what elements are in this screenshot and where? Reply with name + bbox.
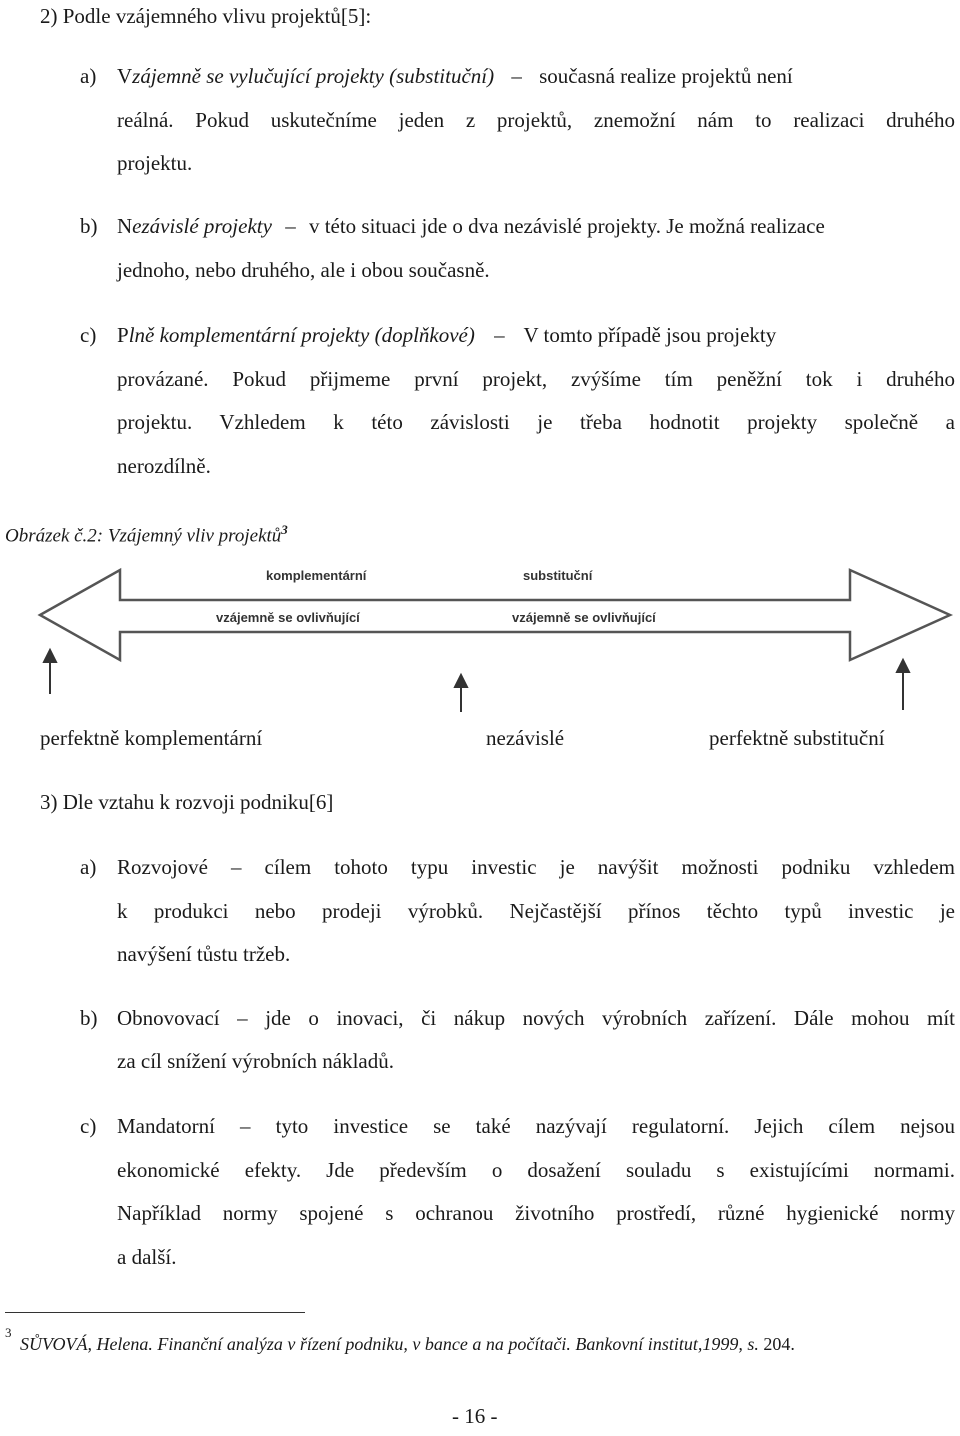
term-initial: P bbox=[117, 323, 129, 347]
term: zájemně se vylučující projekty (substituční) bbox=[132, 64, 495, 88]
axis-label-perfectly-complementary: perfektně komplementární bbox=[40, 726, 263, 750]
section-3-heading: 3) Dle vztahu k rozvoji podniku[6] bbox=[40, 790, 334, 814]
label-mutually-influencing-left: vzájemně se ovlivňující bbox=[216, 610, 360, 625]
label-complementary: komplementární bbox=[266, 568, 367, 583]
item-3a-line2: k produkci nebo prodeji výrobků. Nejčastější přínos těchto typů investic je bbox=[117, 899, 955, 923]
item-3c-line1: Mandatorní – tyto investice se také nazývají regulatorní. Jejich cílem nejsou bbox=[117, 1114, 955, 1138]
footnote-ref: 3 bbox=[281, 522, 288, 537]
item-2c-line3: projektu. Vzhledem k této závislosti je třeba hodnotit projekty společně a bbox=[117, 410, 955, 434]
term-initial: N bbox=[117, 214, 133, 238]
page-number: - 16 - bbox=[452, 1404, 498, 1428]
double-arrow-shape bbox=[40, 570, 950, 660]
label-mutually-influencing-right: vzájemně se ovlivňující bbox=[512, 610, 656, 625]
footnote-page-ref: 204. bbox=[763, 1334, 795, 1354]
item-3a-line3: navýšení tůstu tržeb. bbox=[117, 942, 291, 966]
footnote-citation: SŮVOVÁ, Helena. Finanční analýza v řízení podniku, v bance a na počítači. Bankovní institut,1999, s. bbox=[20, 1334, 759, 1354]
line-rest: současná realize projektů není bbox=[539, 64, 793, 88]
footnote-number: 3 bbox=[5, 1325, 12, 1340]
term: lně komplementární projekty (doplňkové) bbox=[128, 323, 475, 347]
figure-caption bbox=[5, 522, 288, 547]
item-2a-line3: projektu. bbox=[117, 151, 193, 175]
item-marker: c) bbox=[80, 323, 97, 347]
item-2a-line1 bbox=[117, 66, 793, 87]
item-marker: a) bbox=[80, 64, 97, 88]
term-initial: V bbox=[117, 64, 133, 88]
item-marker: b) bbox=[80, 1006, 98, 1030]
item-3a-line1: Rozvojové – cílem tohoto typu investic je navýšit možnosti podniku vzhledem bbox=[117, 855, 955, 879]
item-2c-line4: nerozdílně. bbox=[117, 454, 211, 478]
item-marker: c) bbox=[80, 1114, 97, 1138]
axis-label-perfectly-substitute: perfektně substituční bbox=[709, 726, 885, 750]
footnote-text bbox=[20, 1334, 795, 1355]
line-rest: V tomto případě jsou projekty bbox=[523, 323, 777, 347]
item-marker: b) bbox=[80, 214, 98, 238]
axis-label-independent: nezávislé bbox=[486, 726, 565, 750]
term: ezávislé projekty bbox=[132, 214, 272, 238]
item-3b-line2: za cíl snížení výrobních nákladů. bbox=[117, 1049, 394, 1073]
item-3c-line2: ekonomické efekty. Jde především o dosažení souladu s existujícími normami. bbox=[117, 1158, 955, 1182]
footnote-separator bbox=[5, 1312, 305, 1313]
item-2a-line2: reálná. Pokud uskutečníme jeden z projektů, znemožní nám to realizaci druhého bbox=[117, 108, 955, 132]
dash: – bbox=[285, 214, 296, 238]
item-2c-line1 bbox=[117, 325, 776, 346]
item-3b-line1: Obnovovací – jde o inovaci, či nákup nových výrobních zařízení. Dále mohou mít bbox=[117, 1006, 955, 1030]
influence-arrow-diagram bbox=[0, 560, 960, 720]
item-3c-line3: Například normy spojené s ochranou životního prostředí, různé hygienické normy bbox=[117, 1201, 955, 1225]
label-substitute: substituční bbox=[523, 568, 593, 583]
item-2b-line2: jednoho, nebo druhého, ale i obou současně. bbox=[117, 258, 490, 282]
item-marker: a) bbox=[80, 855, 97, 879]
item-2c-line2: provázané. Pokud přijmeme první projekt, zvýšíme tím peněžní tok i druhého bbox=[117, 367, 955, 391]
item-3c-line4: a další. bbox=[117, 1245, 177, 1269]
dash: – bbox=[511, 64, 522, 88]
up-arrow-left bbox=[44, 650, 56, 694]
caption-text: Obrázek č.2: Vzájemný vliv projektů bbox=[5, 525, 282, 547]
item-2b-line1 bbox=[117, 216, 825, 237]
up-arrow-middle bbox=[455, 675, 467, 712]
line-rest: v této situaci jde o dva nezávislé projekty. Je možná realizace bbox=[308, 214, 825, 238]
dash: – bbox=[494, 323, 505, 347]
up-arrow-right bbox=[897, 660, 909, 710]
section-2-heading: 2) Podle vzájemného vlivu projektů[5]: bbox=[40, 4, 372, 28]
